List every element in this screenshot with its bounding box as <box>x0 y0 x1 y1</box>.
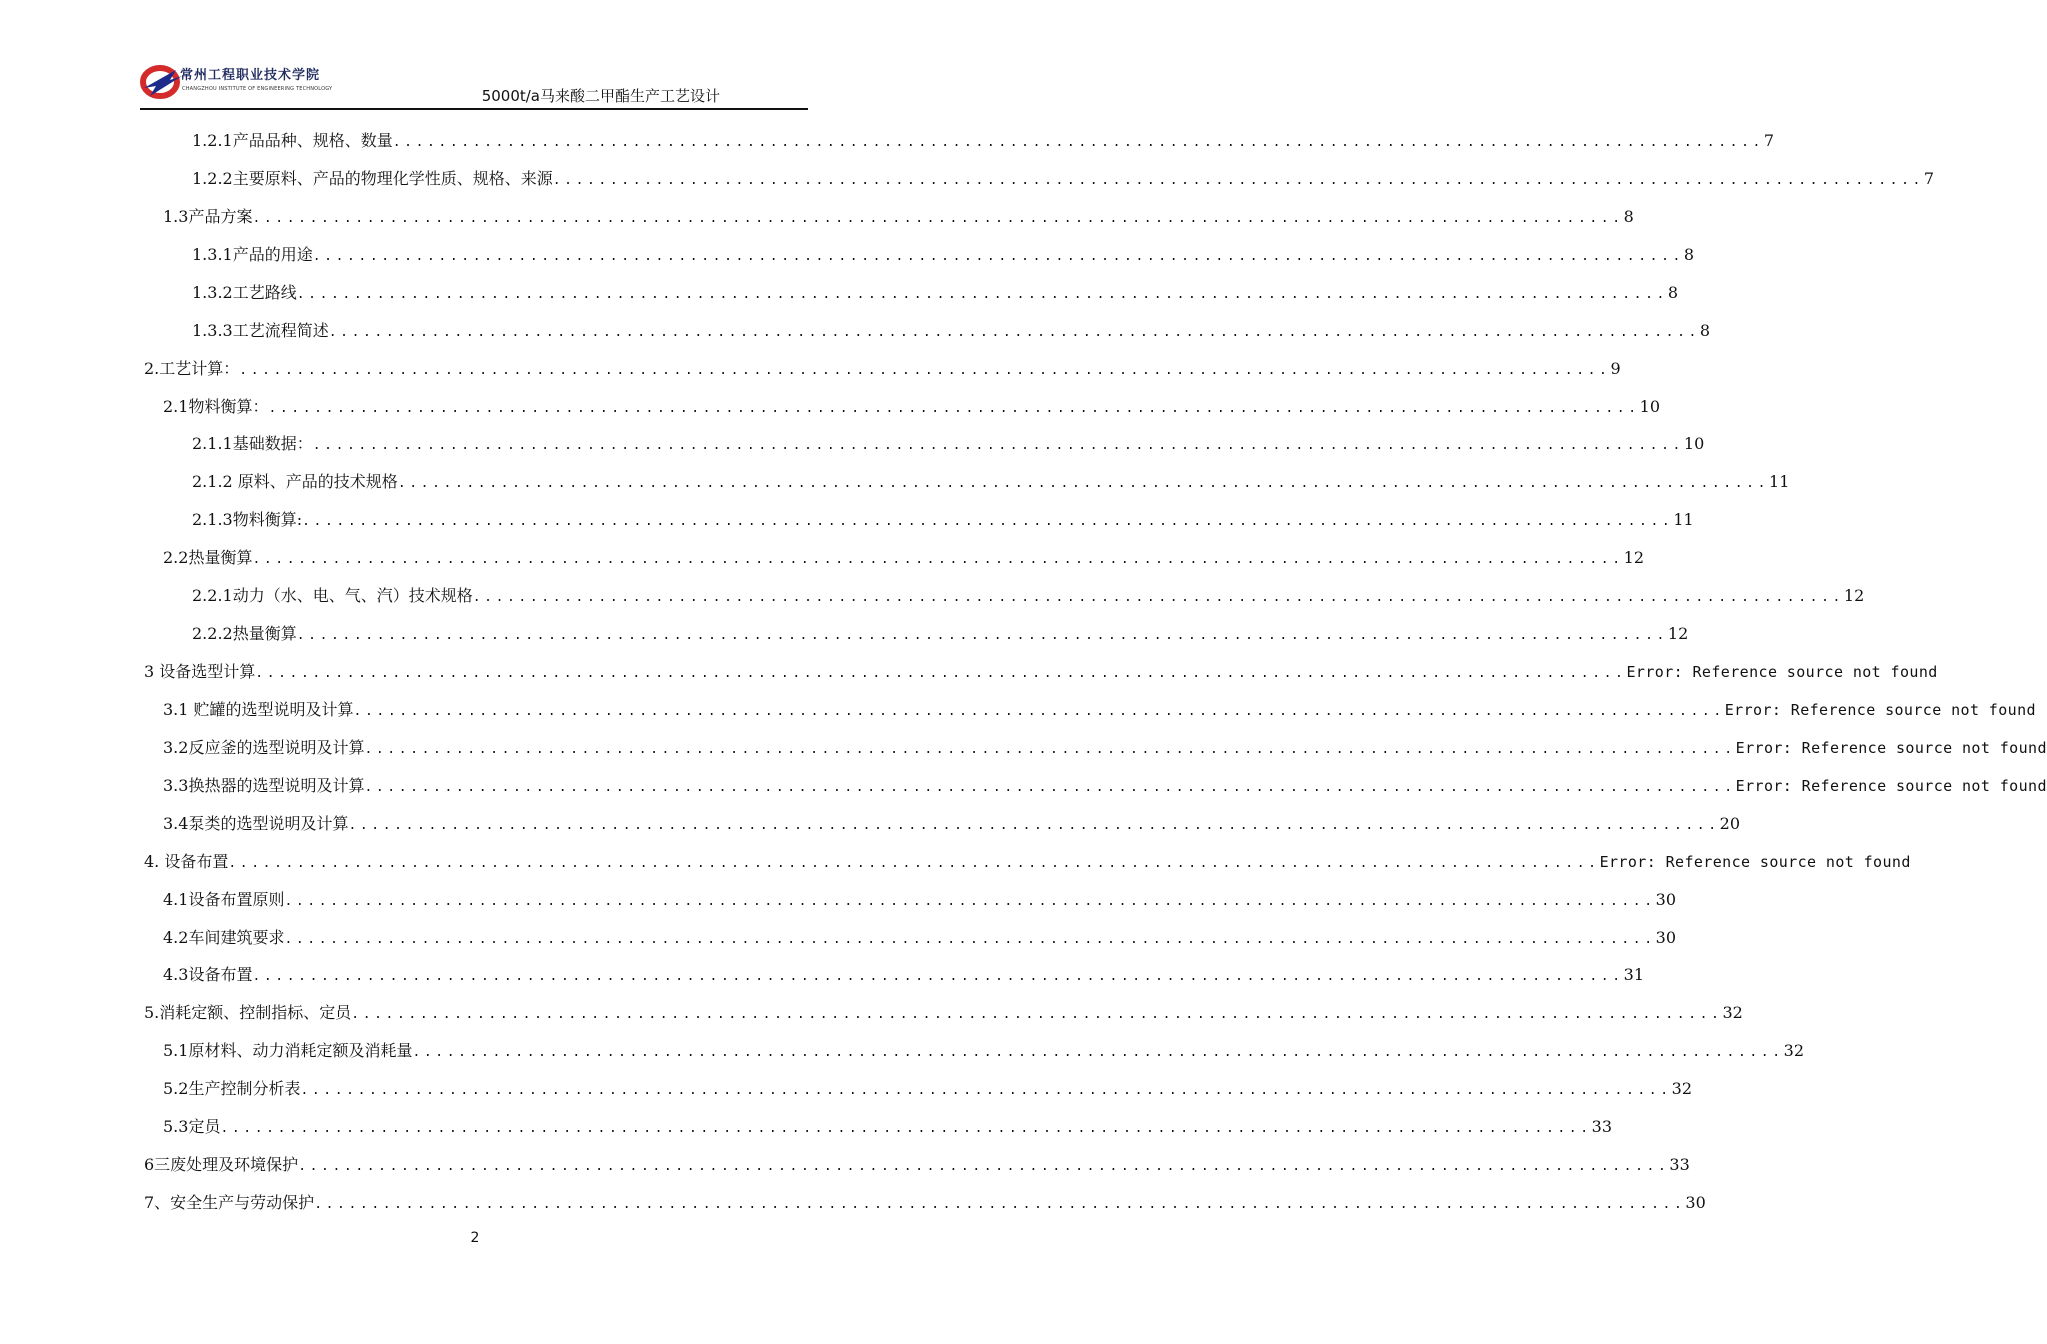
toc-dot-leader: ........................................................................................................................ <box>392 135 1764 150</box>
toc-dot-leader: ........................................................................................................................ <box>302 514 1674 529</box>
toc-dot-leader: ........................................................................................................................ <box>328 325 1700 340</box>
toc-entry[interactable] <box>192 320 1711 342</box>
toc-entry-title: 3 设备选型计算 <box>144 662 256 681</box>
toc-entry-title: 1.3.1产品的用途 <box>192 245 313 264</box>
toc-dot-leader: ........................................................................................................................ <box>252 552 1624 567</box>
toc-dot-leader: ........................................................................................................................ <box>364 780 1736 795</box>
toc-dot-leader: ........................................................................................................................ <box>220 1121 1592 1136</box>
toc-dot-leader: ........................................................................................................................ <box>552 173 1924 188</box>
college-logo <box>140 60 333 104</box>
toc-entry-title: 2.2.1动力（水、电、气、汽）技术规格 <box>192 586 473 605</box>
toc-entry[interactable] <box>163 889 1677 911</box>
toc-entry-page: 32 <box>1671 1079 1693 1098</box>
college-name-cn: 常州工程职业技术学院 <box>180 68 321 83</box>
toc-entry-page: 7 <box>1923 169 1935 188</box>
toc-entry-title: 3.1 贮罐的选型说明及计算 <box>163 700 354 719</box>
toc-entry[interactable] <box>144 1002 1743 1024</box>
toc-entry[interactable] <box>144 358 1621 380</box>
toc-entry[interactable] <box>163 737 2047 759</box>
toc-dot-leader: ........................................................................................................................ <box>364 742 1736 757</box>
toc-entry-page: Error: Reference source not found <box>1735 739 2047 757</box>
toc-entry[interactable] <box>163 1040 1805 1062</box>
toc-dot-leader: ........................................................................................................................ <box>314 1197 1686 1212</box>
toc-dot-leader: ........................................................................................................................ <box>296 628 1668 643</box>
toc-dot-leader: ........................................................................................................................ <box>228 856 1600 871</box>
toc-entry-title: 4.2车间建筑要求 <box>163 928 285 947</box>
toc-entry-page: 32 <box>1722 1003 1743 1022</box>
toc-entry-page: 32 <box>1783 1041 1805 1060</box>
toc-entry-title: 2.1物料衡算： <box>163 397 269 416</box>
toc-dot-leader: ........................................................................................................................ <box>255 666 1627 681</box>
toc-entry-page: 33 <box>1669 1155 1690 1174</box>
toc-entry-title: 2.工艺计算： <box>144 359 240 378</box>
toc-entry-title: 3.3换热器的选型说明及计算 <box>163 776 365 795</box>
toc-entry-title: 5.2生产控制分析表 <box>163 1079 301 1098</box>
toc-entry-page: 31 <box>1623 965 1645 984</box>
toc-entry[interactable] <box>192 244 1695 266</box>
toc-entry-title: 5.1原材料、动力消耗定额及消耗量 <box>163 1041 413 1060</box>
toc-entry[interactable] <box>163 396 1661 418</box>
toc-entry-page: 10 <box>1639 397 1661 416</box>
page-header <box>140 60 808 110</box>
toc-entry-page: 8 <box>1683 245 1695 264</box>
document-title: 5000t/a马来酸二甲酯生产工艺设计 <box>481 87 720 105</box>
toc-entry[interactable] <box>192 471 1790 493</box>
toc-dot-leader: ........................................................................................................................ <box>351 1007 1723 1022</box>
toc-entry-title: 1.3.3工艺流程简述 <box>192 321 329 340</box>
toc-dot-leader: ........................................................................................................................ <box>300 1083 1672 1098</box>
toc-entry[interactable] <box>163 775 2047 797</box>
toc-entry-title: 2.1.2 原料、产品的技术规格 <box>192 472 398 491</box>
toc-entry-title: 4.3设备布置 <box>163 965 253 984</box>
toc-entry-title: 1.2.2主要原料、产品的物理化学性质、规格、来源 <box>192 169 553 188</box>
toc-entry-page: 30 <box>1655 890 1677 909</box>
toc-entry-page: 10 <box>1683 434 1705 453</box>
toc-entry-page: 8 <box>1623 207 1634 226</box>
toc-dot-leader: ........................................................................................................................ <box>412 1045 1784 1060</box>
toc-entry-page: 8 <box>1667 283 1679 302</box>
toc-entry-page: Error: Reference source not found <box>1735 777 2047 795</box>
toc-entry-title: 6三废处理及环境保护 <box>144 1155 299 1174</box>
page-number: 2 <box>470 1230 480 1246</box>
toc-entry[interactable] <box>163 964 1645 986</box>
toc-dot-leader: ........................................................................................................................ <box>239 363 1611 378</box>
toc-dot-leader: ........................................................................................................................ <box>284 894 1656 909</box>
toc-entry-title: 5.消耗定额、控制指标、定员 <box>144 1003 352 1022</box>
toc-entry[interactable] <box>163 1116 1613 1138</box>
toc-entry-title: 1.3产品方案 <box>163 207 253 226</box>
toc-entry-title: 2.2.2热量衡算 <box>192 624 297 643</box>
toc-entry-page: 11 <box>1769 472 1790 491</box>
toc-entry-title: 2.2热量衡算 <box>163 548 253 567</box>
toc-entry[interactable] <box>144 1192 1706 1214</box>
toc-entry[interactable] <box>192 509 1694 531</box>
toc-entry-title: 7、安全生产与劳动保护 <box>144 1193 315 1212</box>
toc-entry-title: 2.1.3物料衡算: <box>192 510 303 529</box>
toc-entry-page: 7 <box>1763 131 1775 150</box>
toc-entry-page: Error: Reference source not found <box>1626 663 1938 681</box>
toc-entry-page: 30 <box>1655 928 1677 947</box>
toc-dot-leader: ........................................................................................................................ <box>312 438 1684 453</box>
toc-entry[interactable] <box>163 927 1677 949</box>
toc-entry-title: 4. 设备布置 <box>144 852 229 871</box>
toc-entry[interactable] <box>192 585 1865 607</box>
toc-entry-page: 12 <box>1843 586 1865 605</box>
toc-dot-leader: ........................................................................................................................ <box>268 401 1640 416</box>
toc-entry[interactable] <box>192 168 1935 190</box>
toc-entry-page: 12 <box>1667 624 1689 643</box>
toc-dot-leader: ........................................................................................................................ <box>284 932 1656 947</box>
toc-entry-page: 11 <box>1673 510 1694 529</box>
toc-entry[interactable] <box>163 1078 1693 1100</box>
toc-dot-leader: ........................................................................................................................ <box>298 1159 1670 1174</box>
toc-entry-page: 8 <box>1699 321 1711 340</box>
toc-entry-title: 5.3定员 <box>163 1117 221 1136</box>
college-name-en: CHANGZHOU INSTITUTE OF ENGINEERING TECHNOLOGY <box>182 86 333 92</box>
toc-entry[interactable] <box>144 851 1911 873</box>
toc-entry-page: 30 <box>1685 1193 1706 1212</box>
toc-dot-leader: ........................................................................................................................ <box>296 287 1668 302</box>
toc-entry-page: 12 <box>1623 548 1645 567</box>
toc-entry-title: 3.4泵类的选型说明及计算 <box>163 814 349 833</box>
toc-entry-page: 20 <box>1719 814 1741 833</box>
toc-entry-title: 3.2反应釜的选型说明及计算 <box>163 738 365 757</box>
toc-entry[interactable] <box>192 282 1679 304</box>
toc-dot-leader: ........................................................................................................................ <box>252 211 1624 226</box>
toc-dot-leader: ........................................................................................................................ <box>252 969 1624 984</box>
toc-entry-title: 4.1设备布置原则 <box>163 890 285 909</box>
toc-dot-leader: ........................................................................................................................ <box>397 476 1770 491</box>
toc-entry[interactable] <box>192 130 1775 152</box>
toc-entry-page: Error: Reference source not found <box>1724 701 2036 719</box>
toc-entry[interactable] <box>144 661 1938 683</box>
college-emblem-icon <box>140 62 184 102</box>
toc-dot-leader: ........................................................................................................................ <box>312 249 1684 264</box>
toc-entry[interactable] <box>144 1154 1690 1176</box>
toc-entry-page: Error: Reference source not found <box>1599 853 1911 871</box>
toc-dot-leader: ........................................................................................................................ <box>472 590 1844 605</box>
toc-entry[interactable] <box>192 433 1705 455</box>
toc-entry-title: 1.3.2工艺路线 <box>192 283 297 302</box>
toc-entry-page: 33 <box>1591 1117 1613 1136</box>
toc-dot-leader: ........................................................................................................................ <box>353 704 1725 719</box>
toc-entry[interactable] <box>163 547 1645 569</box>
toc-entry-title: 1.2.1产品品种、规格、数量 <box>192 131 393 150</box>
toc-entry[interactable] <box>163 813 1741 835</box>
toc-entry[interactable] <box>163 206 1634 228</box>
toc-entry-page: 9 <box>1610 359 1621 378</box>
toc-entry[interactable] <box>163 699 2036 721</box>
toc-entry-title: 2.1.1基础数据： <box>192 434 313 453</box>
toc-entry[interactable] <box>192 623 1689 645</box>
toc-dot-leader: ........................................................................................................................ <box>348 818 1720 833</box>
